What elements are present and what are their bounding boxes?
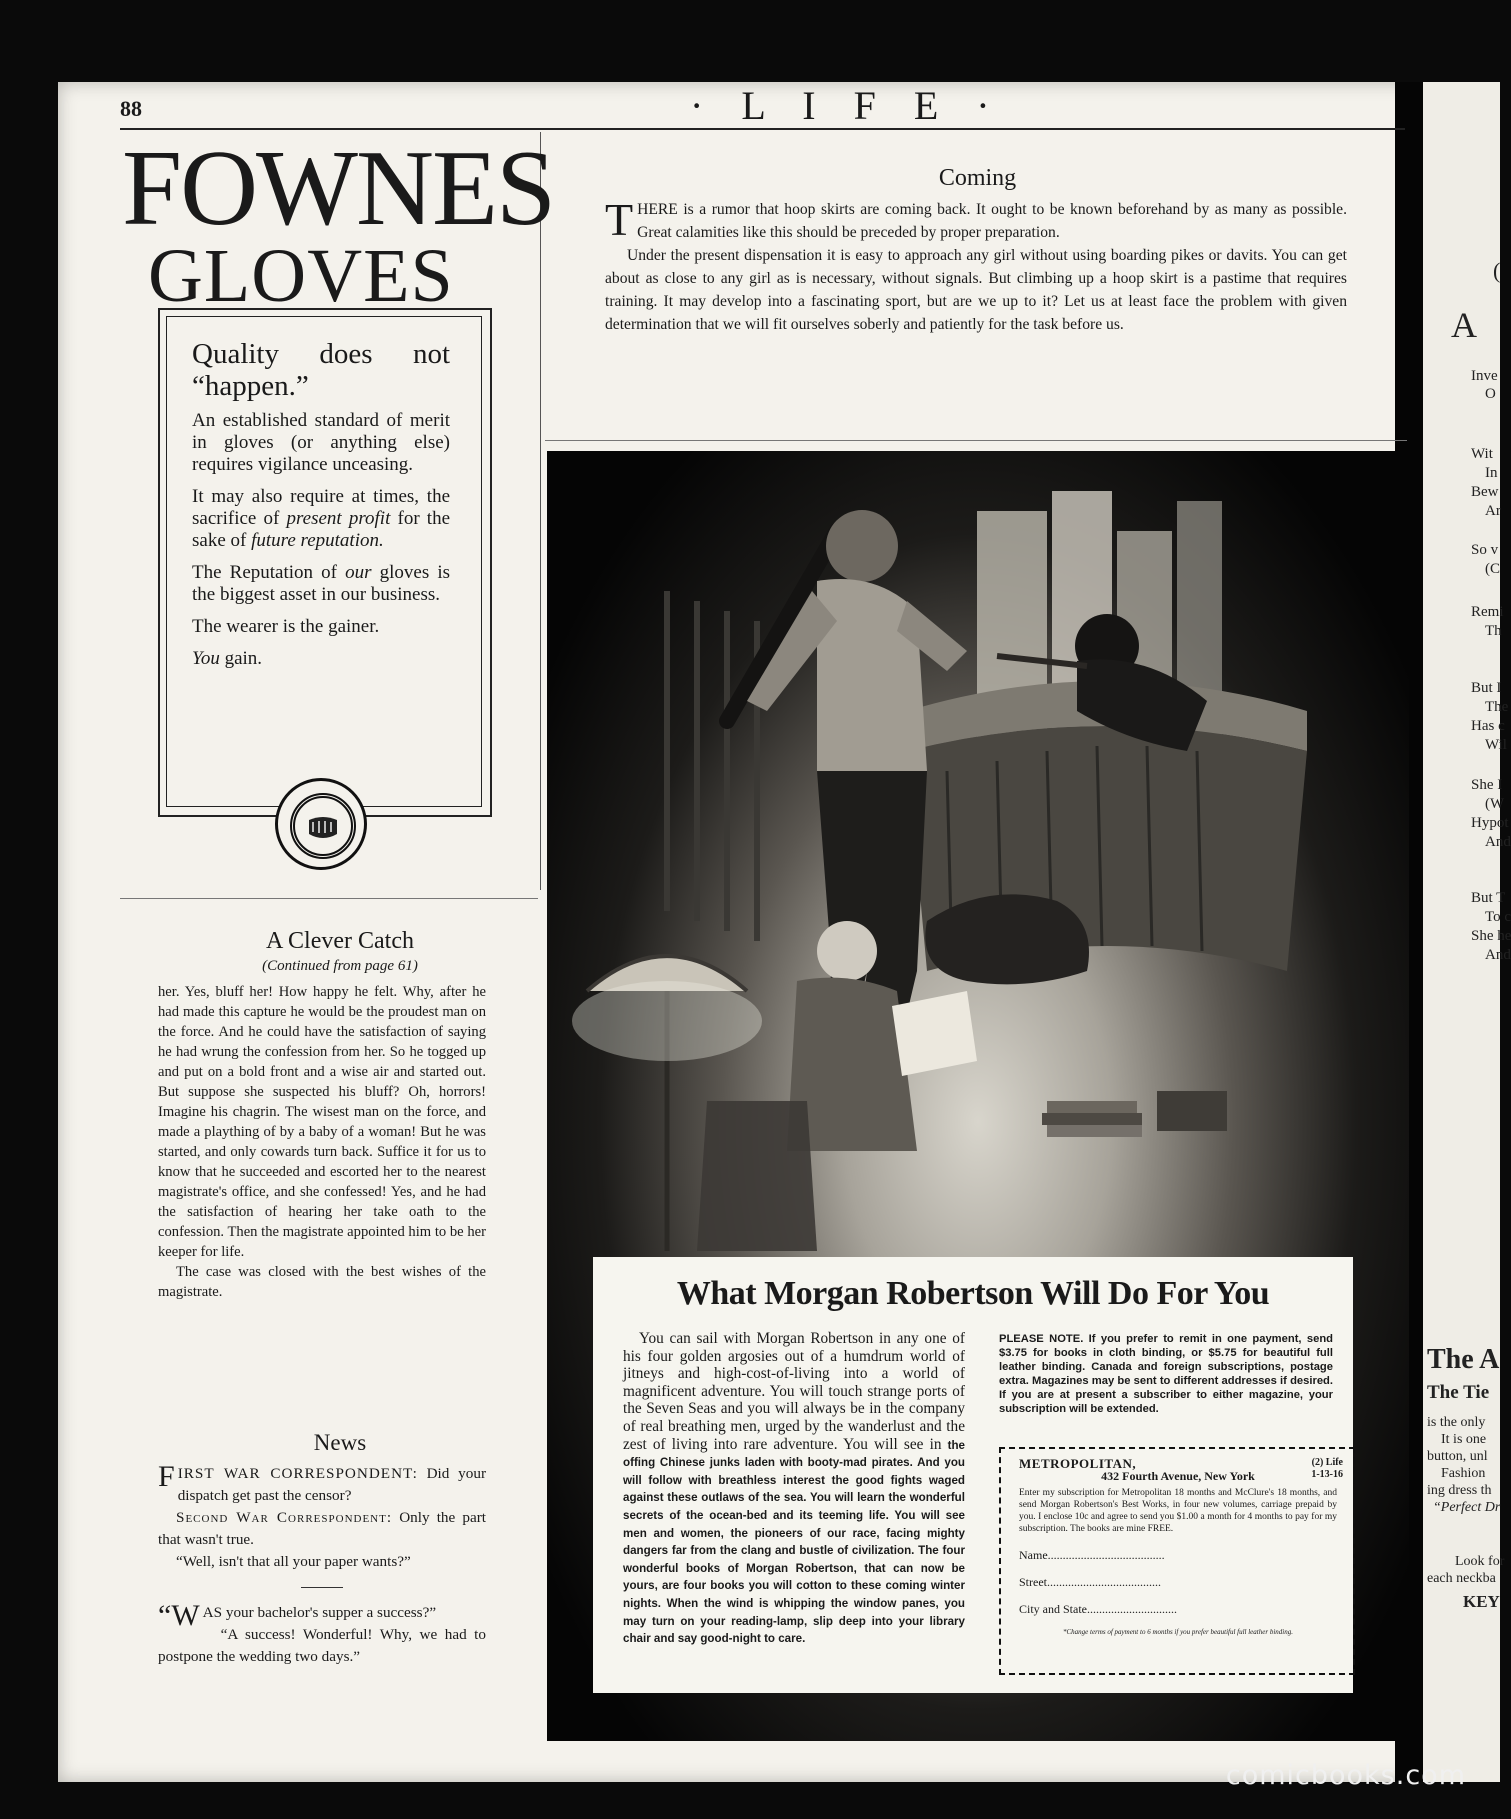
fownes-headline: Quality does not “happen.”	[192, 338, 450, 402]
right-page-text: But I	[1471, 680, 1502, 696]
coupon-company: METROPOLITAN,	[1019, 1456, 1137, 1471]
right-page-text: “Perfect Dr	[1433, 1500, 1501, 1515]
right-page-text: It is one	[1441, 1432, 1487, 1447]
adjacent-page	[1423, 82, 1511, 1782]
right-page-text: (	[1493, 258, 1501, 283]
fownes-paragraph: The Reputation of our gloves is the biggest asset in our business.	[192, 562, 451, 605]
coupon-address: 432 Fourth Avenue, New York	[1101, 1469, 1255, 1483]
right-page-text: Has c	[1471, 718, 1505, 734]
right-page-text: And	[1485, 947, 1511, 963]
right-page-text: (C	[1485, 561, 1500, 577]
fist-icon	[290, 793, 356, 859]
right-page-text: Fashion	[1441, 1466, 1486, 1481]
coupon-terms: Enter my subscription for Metropolitan 18 months and McClure's 18 months, and send Morgan Robertson's Best Works, in four new volumes, carriage prepaid by you. I enclose 10c and agree to send you $1.00 a month for 4 months to pay for my subscription. The books are mine FREE.	[1019, 1488, 1337, 1534]
article-paragraph: The case was closed with the best wishes of the magistrate.	[158, 1264, 486, 1300]
right-page-text: But T	[1471, 890, 1506, 906]
right-page-text: The A	[1427, 1344, 1500, 1375]
coupon-fine-print: *Change terms of payment to 6 months if you prefer beautiful full leather binding.	[1063, 1628, 1293, 1636]
fownes-brand-title: FOWNES	[122, 129, 555, 248]
article-body	[158, 982, 486, 1302]
fownes-gloves-title: GLOVES	[148, 234, 454, 318]
fownes-paragraph: It may also require at times, the sacrifice of present profit for the sake of future reputation.	[192, 486, 451, 551]
coupon-code: (2) Life 1-13-16	[1311, 1457, 1343, 1480]
right-page-text: Inve	[1471, 368, 1498, 384]
right-page-text: O	[1485, 386, 1496, 402]
right-page-text: She he	[1471, 928, 1511, 944]
right-page-text: And	[1485, 834, 1511, 850]
article-continuation-note: (Continued from page 61)	[262, 958, 418, 974]
news-dialogue: Second War Correspondent: Only the part that wasn't true.	[158, 1509, 487, 1548]
right-page-text: Remi	[1471, 604, 1504, 620]
right-page-text: A	[1451, 305, 1477, 345]
right-page-text: She I	[1471, 777, 1503, 793]
right-page-text: Hypot	[1471, 815, 1509, 831]
right-page-text: To c	[1485, 909, 1511, 925]
morgan-robertson-ad	[593, 1257, 1353, 1693]
article-paragraph: her. Yes, bluff her! How happy he felt. Why, after he had made this capture he would be the proudest man on the force. And he could have the satisfaction of saying he had wrung the confession from her. So he togged up and put on a bold front and a wise air and started out. But suppose she suspected his bluff? Oh, horrors! Imagine his chagrin. The wisest man on the force, and made a plaything of by a baby of a woman! But he was started, and only cowards turn back. Suffice it for us to know that he succeeded and escorted her to the nearest magistrate's office, and she confessed! Yes, and he had the satisfaction of hearing her take oath to the confession. Then the magistrate appointed him to be her keeper for life.	[158, 984, 486, 1260]
news-dialogue: FIRST WAR CORRESPONDENT: Did your dispatch get past the censor?	[158, 1460, 486, 1504]
right-page-text: (W	[1485, 796, 1505, 812]
right-page-text: KEY	[1463, 1592, 1500, 1611]
page-number: 88	[120, 96, 142, 121]
news-dialogue: “Well, isn't that all your paper wants?”	[176, 1553, 411, 1570]
news-joke: “WAS your bachelor's supper a success?”	[158, 1599, 437, 1632]
coming-body	[605, 194, 1347, 336]
ad-body-copy: You can sail with Morgan Robertson in any one of his four golden argosies out of a humdrum world of jitneys and high-cost-of-living into a world of magnificent adventure. You will touch strange ports of the Seven Seas and you will always be in the company of real breathing men, urged by the wanderlust and the zest of living into rare adventure. You will see in the offing Chinese junks laden with booty-mad pirates. And you will follow with breathless interest the good fights waged against these outlaws of the sea. You will learn the wonderful secrets of the ocean-bed and its teeming life. You will see men and women, the pioneers of our race, facing mighty dangers far from the clang and bustle of civilization. The four wonderful books of Morgan Robertson, that can now be yours, are four books you will cotton to these coming winter nights. When the wind is whipping the window panes, you may turn on your reading-lamp, slip deep into your library chair and say good-night to care.	[623, 1330, 965, 1646]
coming-paragraph: Under the present dispensation it is easy to approach any girl without using boarding pikes or davits. You can get about as close to any girl as is necessary, without signals. But climbing up a hoop skirt is a pastime that requires training. It may develop into a fascinating sport, but are we up to it? Let us at least face the problem with given determination that we will fit ourselves soberly and patiently for the task before us.	[605, 247, 1347, 333]
section-divider	[545, 440, 1407, 441]
subscription-coupon[interactable]	[999, 1447, 1355, 1675]
fownes-paragraph: The wearer is the gainer.	[192, 616, 380, 637]
masthead: · L I F E ·	[690, 83, 1004, 128]
news-title: News	[313, 1430, 367, 1455]
right-page-text: The	[1485, 699, 1509, 715]
watermark: comicbooks.com	[1225, 1760, 1466, 1791]
right-page-text: Wil	[1485, 737, 1507, 753]
right-page-text: Wit	[1471, 446, 1493, 462]
right-page-text: Bew	[1471, 484, 1499, 500]
divider	[301, 1587, 343, 1588]
ad-headline: What Morgan Robertson Will Do For You	[676, 1275, 1270, 1312]
right-page-text: button, unl	[1427, 1449, 1488, 1464]
fownes-paragraph: An established standard of merit in gloves (or anything else) requires vigilance unceasing.	[192, 410, 450, 475]
right-page-text: Ar	[1485, 503, 1501, 519]
fownes-ad-copy	[192, 338, 450, 680]
coming-title: Coming	[938, 165, 1017, 191]
name-field[interactable]: Name.......................................	[1019, 1548, 1165, 1562]
please-note: PLEASE NOTE. If you prefer to remit in one payment, send $3.75 for books in cloth binding, or $5.75 for beautiful full leather binding. Canada and foreign subscriptions, postage extra. Magazines may be sent to different addresses if desired. If you are at present a subscriber to either magazine, your subscription will be extended.	[999, 1333, 1333, 1415]
right-page-text: So v	[1471, 542, 1499, 558]
right-page-text: ing dress th	[1427, 1483, 1492, 1498]
news-body	[158, 1460, 487, 1668]
right-page-text: is the only	[1427, 1415, 1486, 1430]
city-state-field[interactable]: City and State..............................	[1019, 1602, 1177, 1616]
news-joke: “A success! Wonderful! Why, we had to postpone the wedding two days.”	[158, 1626, 486, 1665]
right-page-text: The Tie	[1427, 1382, 1490, 1403]
section-divider	[120, 898, 538, 899]
street-field[interactable]: Street......................................	[1019, 1575, 1161, 1589]
fownes-paragraph: You gain.	[192, 648, 263, 669]
right-page-text: In	[1485, 465, 1498, 481]
coming-paragraph: THERE is a rumor that hoop skirts are coming back. It ought to be known beforehand by as many as possible. Great calamities like this should be preceded by proper preparation.	[605, 194, 1347, 245]
article-title: A Clever Catch	[266, 928, 414, 954]
right-page-text: Th	[1485, 623, 1502, 639]
right-page-text: each neckba	[1427, 1571, 1496, 1586]
right-page-text: Look for	[1455, 1554, 1505, 1569]
